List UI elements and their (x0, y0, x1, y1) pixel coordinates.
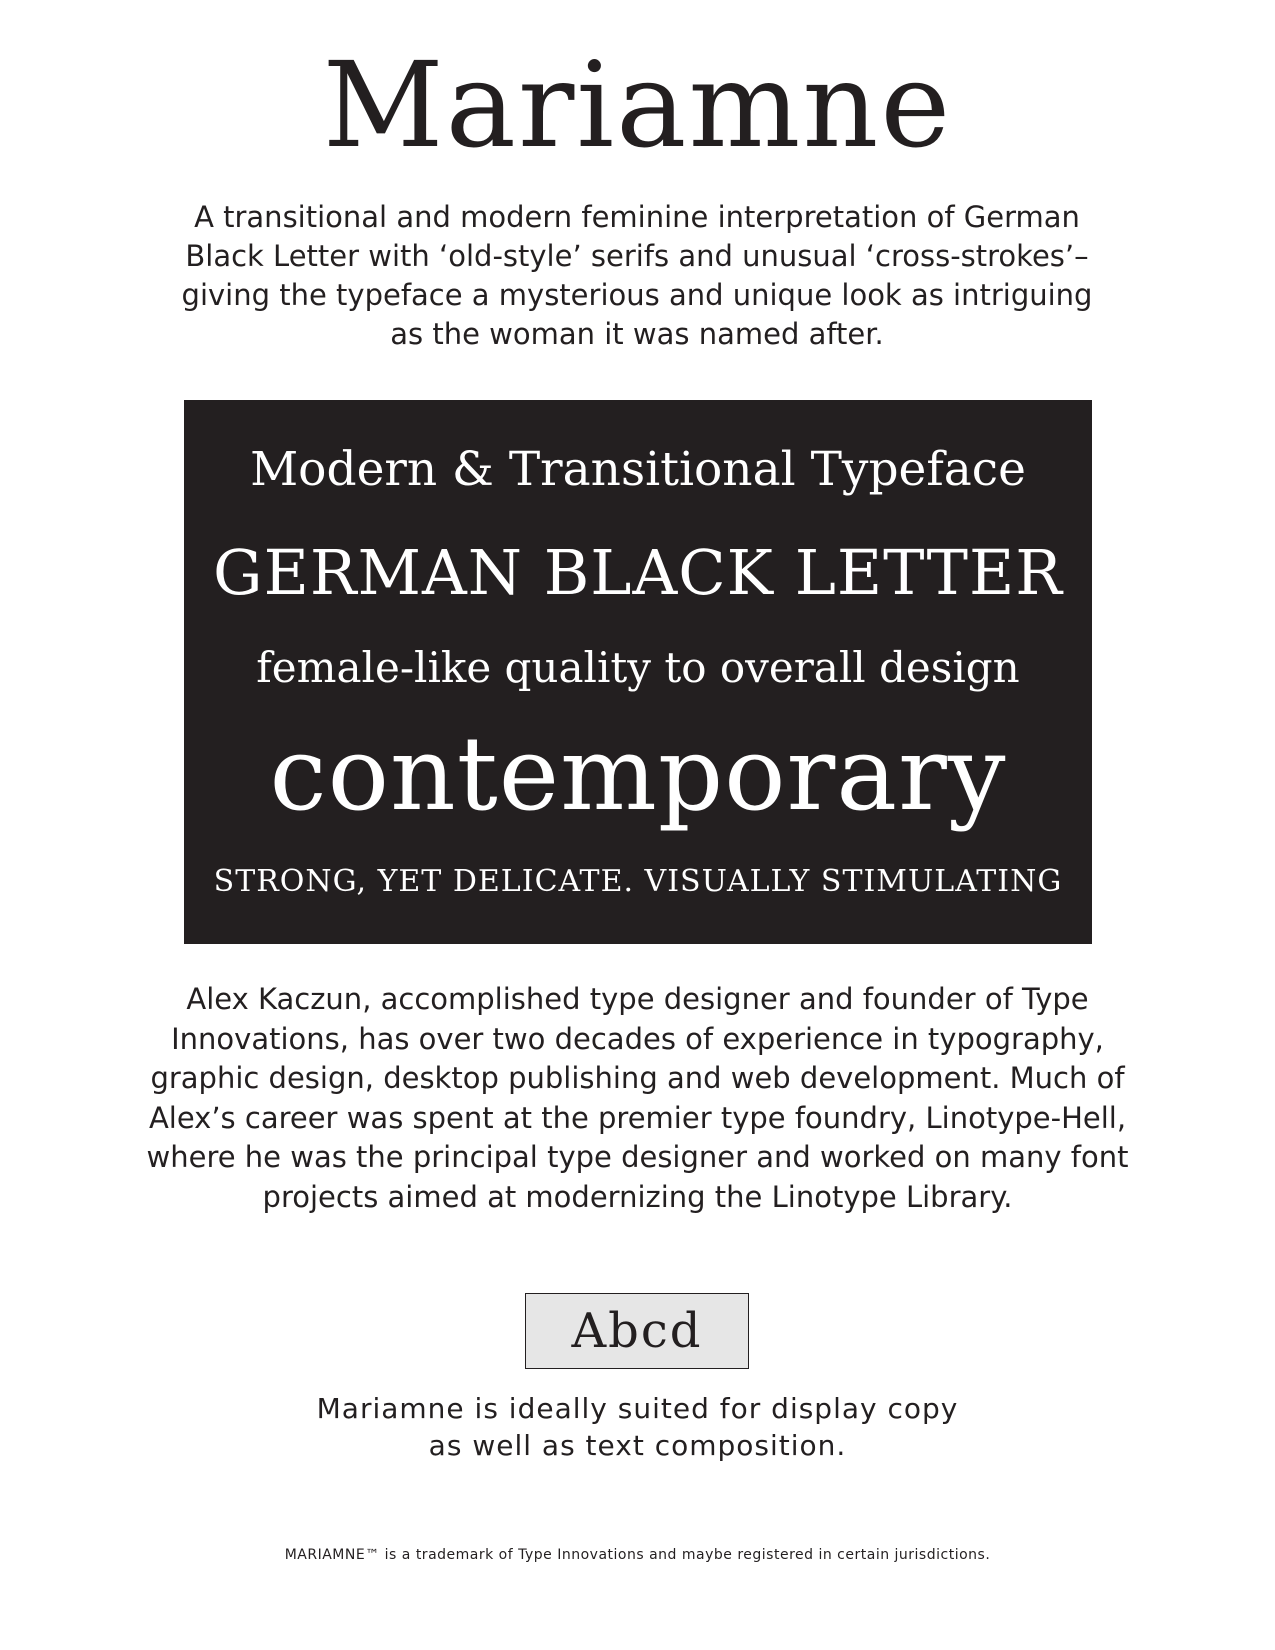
intro-line: A transitional and modern feminine interpretation of German (194, 200, 1080, 234)
glyph-sample-box (525, 1293, 749, 1369)
specimen-line-lowercase: female-like quality to overall design (256, 643, 1020, 692)
usage-note-line: as well as text composition. (428, 1429, 847, 1462)
bio-line: projects aimed at modernizing the Linotype Library. (262, 1179, 1013, 1214)
specimen-line-caps: GERMAN BLACK LETTER (213, 536, 1063, 609)
usage-note (200, 1390, 1075, 1464)
trademark-footnote: MARIAMNE™ is a trademark of Type Innovations and maybe registered in certain jurisdictions. (284, 1547, 991, 1563)
bio-line: where he was the principal type designer and worked on many font (146, 1140, 1129, 1174)
intro-line: giving the typeface a mysterious and unique look as intriguing (181, 278, 1093, 312)
intro-line: Black Letter with ‘old-style’ serifs and unusual ‘cross-strokes’– (185, 239, 1089, 273)
bio-line: Alex’s career was spent at the premier type foundry, Linotype-Hell, (148, 1100, 1127, 1135)
glyph-sample-text: Abcd (571, 1303, 703, 1359)
specimen-line-subtitle: Modern & Transitional Typeface (250, 442, 1026, 497)
specimen-panel (184, 400, 1092, 944)
bio-line: Alex Kaczun, accomplished type designer and founder of Type (186, 982, 1089, 1016)
intro-line: as the woman it was named after. (390, 317, 884, 351)
bio-line: graphic design, desktop publishing and web development. Much of (150, 1061, 1125, 1095)
specimen-line-small-caps: STRONG, YET DELICATE. VISUALLY STIMULATING (213, 864, 1063, 899)
bio-paragraph (70, 980, 1205, 1217)
usage-note-line: Mariamne is ideally suited for display copy (316, 1392, 959, 1425)
bio-line: Innovations, has over two decades of experience in typography, (171, 1021, 1104, 1056)
intro-paragraph (137, 198, 1137, 354)
page-title: Mariamne (322, 36, 953, 174)
specimen-line-display: contemporary (269, 715, 1007, 834)
